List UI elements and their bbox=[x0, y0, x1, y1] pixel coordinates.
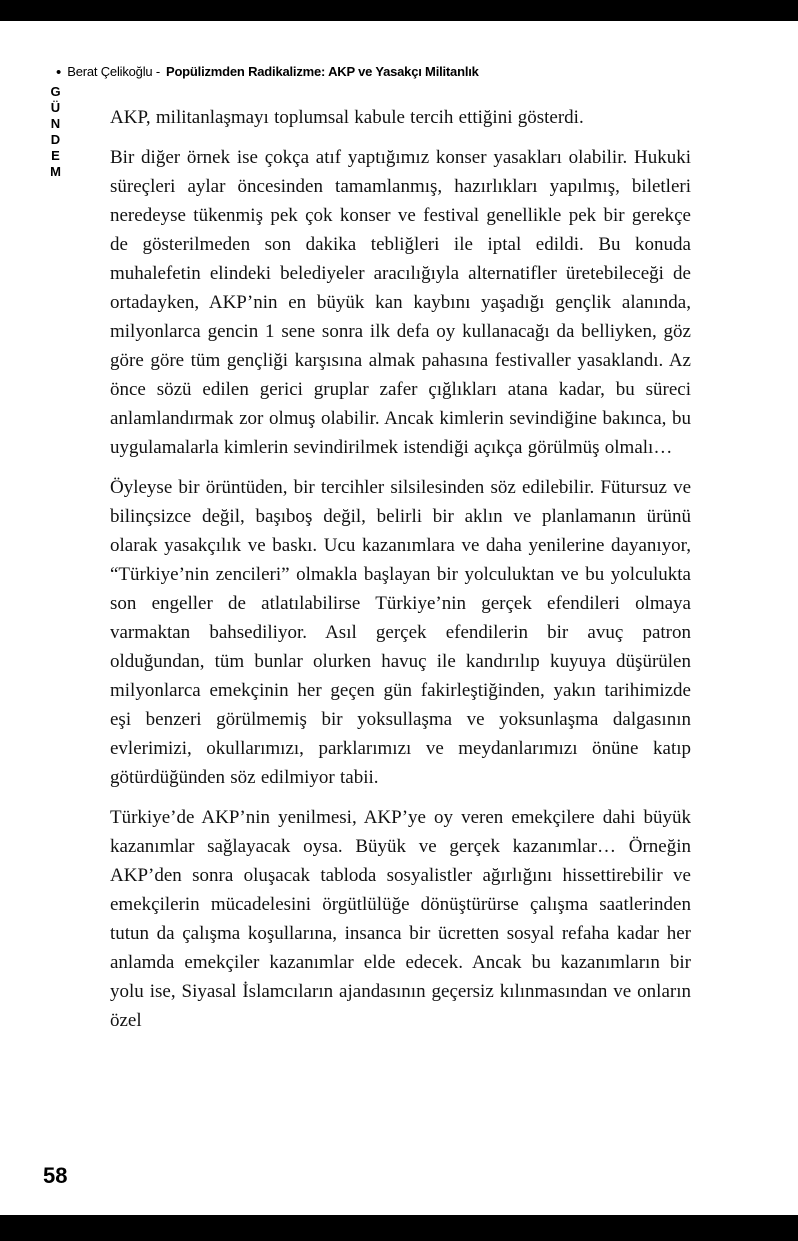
top-black-bar bbox=[0, 0, 798, 21]
header-title: Popülizmden Radikalizme: AKP ve Yasakçı Militanlık bbox=[165, 64, 479, 79]
running-header bbox=[56, 64, 768, 79]
body-paragraph-1: AKP, militanlaşmayı toplumsal kabule tercih ettiğini gösterdi. bbox=[110, 107, 584, 128]
article-body bbox=[110, 103, 691, 1035]
body-paragraph-2: Bir diğer örnek ise çokça atıf yaptığımız konser yasakları olabilir. Hukuki süreçleri aylar öncesinden tamamlanmış, hazırlıkları yapılmış, biletleri neredeyse tükenmiş pek çok konser ve festival genellikle pek bir gerekçe de gösterilmeden son dakika tebliğleri ile iptal edildi. Bu konuda muhalefetin elindeki belediyeler aracılığıyla alternatifler üretebileceği de ortadayken, AKP’nin en büyük kan kaybını yaşadığı gençlik alanında, milyonlarca gencin 1 sene sonra ilk defa oy kullanacağı da belliyken, göz göre göre tüm gençliği karşısına almak pahasına festivaller yasaklandı. Az önce sözü edilen gerici gruplar zafer çığlıkları atana kadar, bu süreci anlamlandırmak zor olmuş olabilir. Ancak kimlerin sevindiğine bakınca, bu uygulamalarla kimlerin sevindirilmek istendiği açıkça görülmüş olmalı… bbox=[110, 147, 691, 458]
page-number: 58 bbox=[43, 1163, 68, 1188]
bullet-icon: • bbox=[56, 64, 62, 81]
header-author: Berat Çelikoğlu - bbox=[67, 64, 160, 79]
bottom-black-bar bbox=[0, 1215, 798, 1241]
section-label-gundem: GÜNDEM bbox=[48, 84, 63, 180]
body-paragraph-4: Türkiye’de AKP’nin yenilmesi, AKP’ye oy veren emekçilere dahi büyük kazanımlar sağlayacak oysa. Büyük ve gerçek kazanımlar… Örneğin AKP’den sonra oluşacak tabloda sosyalistler ağırlığını hissettirebilir ve emekçilerin mücadelesini örgütlülüğe dönüştürürse çalışma saatlerinden tutun da çalışma koşullarına, insanca bir ücretten sosyal refaha kadar her anlamda emekçiler kazanımlar elde edecek. Ancak bu kazanımların bir yolu ise, Siyasal İslamcıların ajandasının geçersiz kılınmasından ve onların özel bbox=[110, 807, 691, 1031]
body-paragraph-3: Öyleyse bir örüntüden, bir tercihler silsilesinden söz edilebilir. Fütursuz ve bilinçsizce değil, başıboş değil, belirli bir aklın ve planlamanın ürünü olarak yasakçılık ve baskı. Ucu kazanımlara ve daha yenilerine dayanıyor, “Türkiye’nin zencileri” olmakla başlayan bir yolculuktan ve bu yolculukta son engeller de atlatılabilirse Türkiye’nin gerçek efendileri olmaya varmaktan bahsediliyor. Asıl gerçek efendilerin bir avuç patron olduğundan, tüm bunlar olurken havuç ile kandırılıp kuyuya düşürülen milyonlarca emekçinin her geçen gün fakirleştiğinden, yakın tarihimizde eşi benzeri görülmemiş bir yoksullaşma ve yoksunlaşma dalgasının evlerimizi, okullarımızı, parklarımızı ve meydanlarımızı önüne katıp götürdüğünden söz edilmiyor tabii. bbox=[110, 477, 691, 788]
